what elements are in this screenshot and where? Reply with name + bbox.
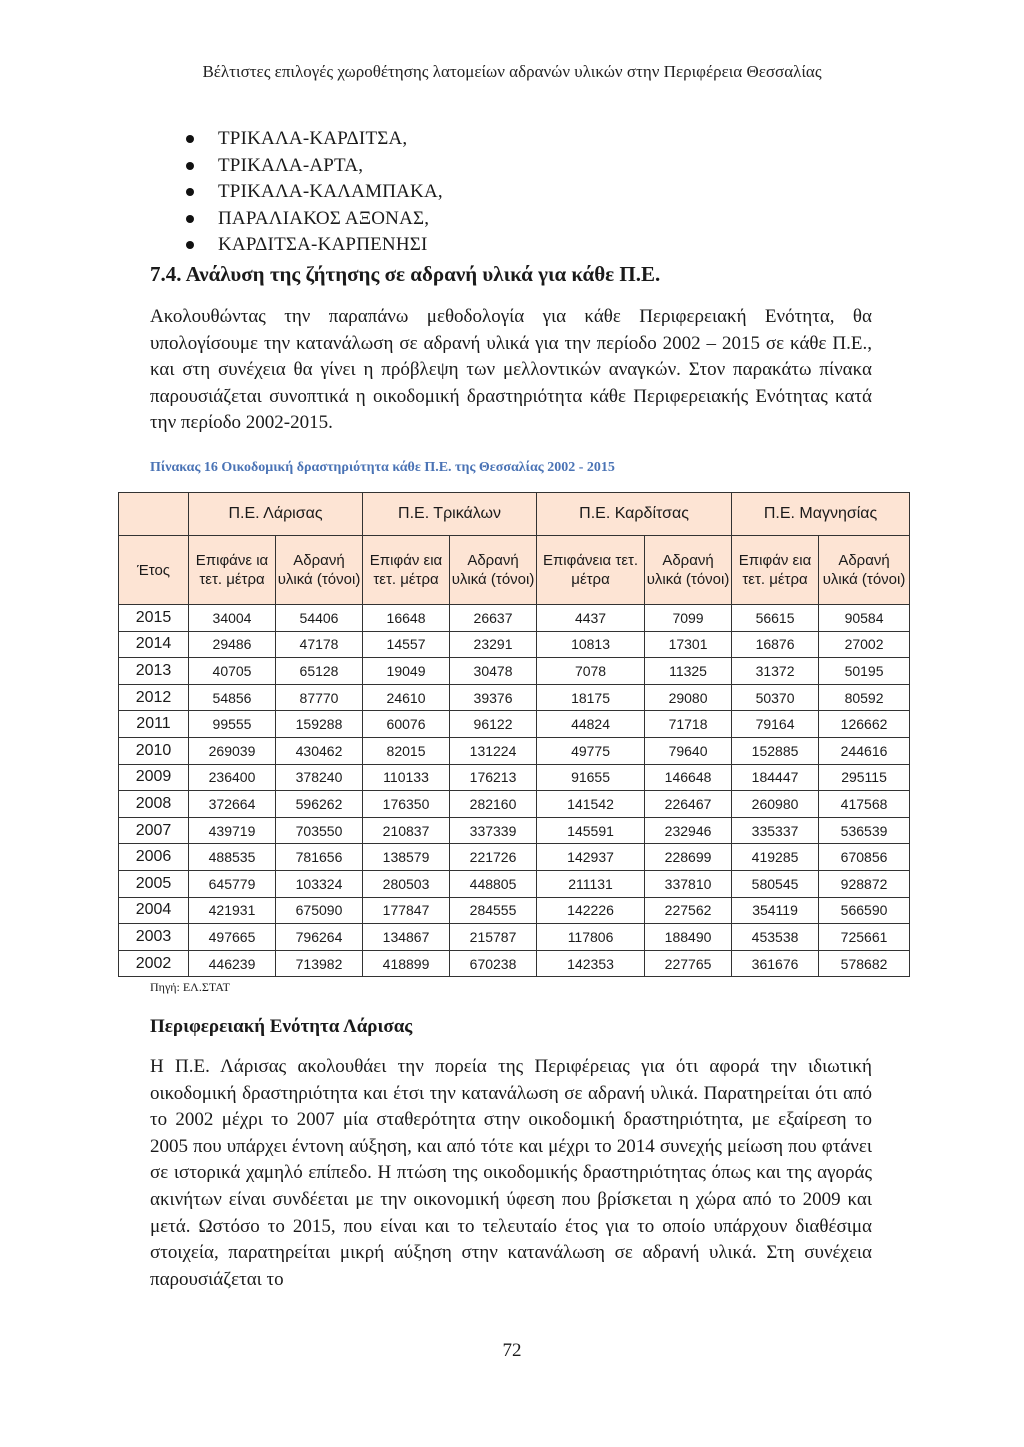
table-cell: 131224 bbox=[450, 737, 537, 764]
year-cell: 2014 bbox=[119, 631, 189, 658]
year-cell: 2007 bbox=[119, 817, 189, 844]
table-cell: 54406 bbox=[276, 605, 363, 632]
list-item-text: ΤΡΙΚΑΛΑ-ΚΑΡΔΙΤΣΑ, bbox=[218, 128, 408, 149]
table-cell: 142353 bbox=[537, 950, 645, 977]
table-body bbox=[119, 605, 910, 977]
list-item-text: ΠΑΡΑΛΙΑΚΟΣ ΑΞΟΝΑΣ, bbox=[218, 207, 430, 229]
table-cell: 176213 bbox=[450, 764, 537, 791]
table-cell: 244616 bbox=[819, 737, 910, 764]
year-cell: 2008 bbox=[119, 791, 189, 818]
table-cell: 188490 bbox=[645, 924, 732, 951]
table-cell: 10813 bbox=[537, 631, 645, 658]
table-cell: 260980 bbox=[732, 791, 819, 818]
table-cell: 134867 bbox=[363, 924, 450, 951]
table-cell: 146648 bbox=[645, 764, 732, 791]
list-item bbox=[186, 232, 443, 259]
table-cell: 79640 bbox=[645, 737, 732, 764]
table-cell: 145591 bbox=[537, 817, 645, 844]
table-cell: 269039 bbox=[189, 737, 276, 764]
table-cell: 103324 bbox=[276, 870, 363, 897]
table-cell: 82015 bbox=[363, 737, 450, 764]
table-row bbox=[119, 711, 910, 738]
table-cell: 99555 bbox=[189, 711, 276, 738]
table-cell: 713982 bbox=[276, 950, 363, 977]
table-cell: 421931 bbox=[189, 897, 276, 924]
table-cell: 228699 bbox=[645, 844, 732, 871]
table-cell: 796264 bbox=[276, 924, 363, 951]
year-cell: 2004 bbox=[119, 897, 189, 924]
table-row bbox=[119, 924, 910, 951]
table-cell: 65128 bbox=[276, 658, 363, 685]
table-cell: 566590 bbox=[819, 897, 910, 924]
table-cell: 453538 bbox=[732, 924, 819, 951]
table-cell: 50195 bbox=[819, 658, 910, 685]
table-cell: 236400 bbox=[189, 764, 276, 791]
column-header: Επιφάν εια τετ. μέτρα bbox=[732, 536, 819, 605]
table-cell: 378240 bbox=[276, 764, 363, 791]
table-cell: 177847 bbox=[363, 897, 450, 924]
table-cell: 110133 bbox=[363, 764, 450, 791]
table-cell: 54856 bbox=[189, 684, 276, 711]
table-cell: 232946 bbox=[645, 817, 732, 844]
table-cell: 439719 bbox=[189, 817, 276, 844]
table-row bbox=[119, 791, 910, 818]
year-cell: 2003 bbox=[119, 924, 189, 951]
year-cell: 2012 bbox=[119, 684, 189, 711]
table-cell: 71718 bbox=[645, 711, 732, 738]
table-cell: 126662 bbox=[819, 711, 910, 738]
table-cell: 580545 bbox=[732, 870, 819, 897]
bullet-dot-icon bbox=[186, 162, 194, 170]
table-cell: 60076 bbox=[363, 711, 450, 738]
page-number: 72 bbox=[502, 1340, 522, 1361]
table-cell: 142937 bbox=[537, 844, 645, 871]
list-item bbox=[186, 126, 443, 153]
table-cell: 50370 bbox=[732, 684, 819, 711]
table-cell: 152885 bbox=[732, 737, 819, 764]
table-cell: 40705 bbox=[189, 658, 276, 685]
header-empty-cell bbox=[119, 493, 189, 536]
table-cell: 419285 bbox=[732, 844, 819, 871]
table-cell: 34004 bbox=[189, 605, 276, 632]
table-cell: 227562 bbox=[645, 897, 732, 924]
table-cell: 7099 bbox=[645, 605, 732, 632]
table-cell: 7078 bbox=[537, 658, 645, 685]
table-cell: 211131 bbox=[537, 870, 645, 897]
table-cell: 26637 bbox=[450, 605, 537, 632]
table-cell: 645779 bbox=[189, 870, 276, 897]
table-cell: 44824 bbox=[537, 711, 645, 738]
table-cell: 80592 bbox=[819, 684, 910, 711]
table-cell: 670238 bbox=[450, 950, 537, 977]
table-row bbox=[119, 658, 910, 685]
column-header: Αδρανή υλικά (τόνοι) bbox=[276, 536, 363, 605]
table-cell: 446239 bbox=[189, 950, 276, 977]
table-subheader-row bbox=[119, 536, 910, 605]
column-header: Αδρανή υλικά (τόνοι) bbox=[450, 536, 537, 605]
table-cell: 141542 bbox=[537, 791, 645, 818]
table-cell: 16648 bbox=[363, 605, 450, 632]
table-cell: 87770 bbox=[276, 684, 363, 711]
table-cell: 372664 bbox=[189, 791, 276, 818]
table-cell: 430462 bbox=[276, 737, 363, 764]
table-cell: 79164 bbox=[732, 711, 819, 738]
table-cell: 17301 bbox=[645, 631, 732, 658]
larisa-paragraph: Η Π.Ε. Λάρισας ακολουθάει την πορεία της Περιφέρειας για ότι αφορά την ιδιωτική οικοδομική δραστηριότητα και έτσι την κατανάλωση σε αδρανή υλικά. Παρατηρείται ότι από το 2002 μέχρι το 2007 μία σταθερότητα στην οικοδομική δραστηριότητα, με εξαίρεση το 2005 που υπάρχει έντονη αύξηση, και από τότε και μέχρι το 2014 συνεχής μείωση που φτάνει σε ιστορικά χαμηλό επίπεδο. Η πτώση της οικοδομικής δραστηριότητας όπως και της αγοράς ακινήτων είναι συνδέεται με την οικονομική ύφεση που βρίσκεται η χώρα από το 2009 και μετά. Ωστόσο το 2015, που είναι και το τελευταίο έτος για το οποίο υπάρχουν διαθέσιμα στοιχεία, παρατηρείται μικρή αύξηση στην κατανάλωση σε αδρανή υλικά. Στη συνέχεια παρουσιάζεται το bbox=[150, 1056, 872, 1290]
table-row bbox=[119, 950, 910, 977]
table-cell: 30478 bbox=[450, 658, 537, 685]
table-cell: 670856 bbox=[819, 844, 910, 871]
list-item bbox=[186, 179, 443, 206]
table-cell: 176350 bbox=[363, 791, 450, 818]
table-cell: 337810 bbox=[645, 870, 732, 897]
table-cell: 56615 bbox=[732, 605, 819, 632]
table-cell: 928872 bbox=[819, 870, 910, 897]
table-cell: 142226 bbox=[537, 897, 645, 924]
table-row bbox=[119, 897, 910, 924]
route-bullet-list bbox=[186, 126, 443, 259]
column-header: Επιφάνε ια τετ. μέτρα bbox=[189, 536, 276, 605]
table-cell: 703550 bbox=[276, 817, 363, 844]
year-cell: 2015 bbox=[119, 605, 189, 632]
table-row bbox=[119, 631, 910, 658]
column-header: Επιφάνεια τετ. μέτρα bbox=[537, 536, 645, 605]
table-cell: 29486 bbox=[189, 631, 276, 658]
table-cell: 497665 bbox=[189, 924, 276, 951]
table-cell: 578682 bbox=[819, 950, 910, 977]
year-cell: 2009 bbox=[119, 764, 189, 791]
table-cell: 90584 bbox=[819, 605, 910, 632]
table-cell: 96122 bbox=[450, 711, 537, 738]
table-cell: 16876 bbox=[732, 631, 819, 658]
column-header: Επιφάν εια τετ. μέτρα bbox=[363, 536, 450, 605]
year-cell: 2011 bbox=[119, 711, 189, 738]
table-caption: Πίνακας 16 Οικοδομική δραστηριότητα κάθε Π.Ε. της Θεσσαλίας 2002 - 2015 bbox=[150, 460, 615, 475]
table-cell: 14557 bbox=[363, 631, 450, 658]
table-row bbox=[119, 605, 910, 632]
construction-activity-table bbox=[118, 492, 910, 977]
table-cell: 675090 bbox=[276, 897, 363, 924]
table-cell: 361676 bbox=[732, 950, 819, 977]
bullet-dot-icon bbox=[186, 135, 194, 143]
table-cell: 91655 bbox=[537, 764, 645, 791]
bullet-dot-icon bbox=[186, 215, 194, 223]
table-row bbox=[119, 684, 910, 711]
column-header: Αδρανή υλικά (τόνοι) bbox=[645, 536, 732, 605]
subsection-heading: Περιφερειακή Ενότητα Λάρισας bbox=[150, 1016, 413, 1037]
region-header: Π.Ε. Μαγνησίας bbox=[732, 493, 910, 536]
table-cell: 282160 bbox=[450, 791, 537, 818]
table-cell: 138579 bbox=[363, 844, 450, 871]
table-cell: 47178 bbox=[276, 631, 363, 658]
list-item bbox=[186, 206, 443, 233]
table-source-note: Πηγή: ΕΛ.ΣΤΑΤ bbox=[150, 980, 230, 994]
table-cell: 227765 bbox=[645, 950, 732, 977]
running-header: Βέλτιστες επιλογές χωροθέτησης λατομείων αδρανών υλικών στην Περιφέρεια Θεσσαλίας bbox=[202, 62, 822, 81]
table-cell: 226467 bbox=[645, 791, 732, 818]
list-item-text: ΤΡΙΚΑΛΑ-ΚΑΛΑΜΠΑΚΑ, bbox=[218, 181, 443, 202]
table-row bbox=[119, 737, 910, 764]
bullet-dot-icon bbox=[186, 188, 194, 196]
table-cell: 24610 bbox=[363, 684, 450, 711]
table-cell: 448805 bbox=[450, 870, 537, 897]
table-row bbox=[119, 764, 910, 791]
table-cell: 417568 bbox=[819, 791, 910, 818]
table-cell: 725661 bbox=[819, 924, 910, 951]
table-cell: 159288 bbox=[276, 711, 363, 738]
table-cell: 596262 bbox=[276, 791, 363, 818]
list-item-text: ΚΑΡΔΙΤΣΑ-ΚΑΡΠΕΝΗΣΙ bbox=[218, 234, 428, 255]
table-cell: 295115 bbox=[819, 764, 910, 791]
table-cell: 184447 bbox=[732, 764, 819, 791]
table-cell: 117806 bbox=[537, 924, 645, 951]
year-cell: 2006 bbox=[119, 844, 189, 871]
table-row bbox=[119, 870, 910, 897]
column-header: Αδρανή υλικά (τόνοι) bbox=[819, 536, 910, 605]
year-cell: 2005 bbox=[119, 870, 189, 897]
table-cell: 221726 bbox=[450, 844, 537, 871]
table-cell: 49775 bbox=[537, 737, 645, 764]
table-cell: 11325 bbox=[645, 658, 732, 685]
table-cell: 23291 bbox=[450, 631, 537, 658]
table-cell: 19049 bbox=[363, 658, 450, 685]
table-cell: 781656 bbox=[276, 844, 363, 871]
table-cell: 4437 bbox=[537, 605, 645, 632]
list-item-text: ΤΡΙΚΑΛΑ-ΑΡΤΑ, bbox=[218, 154, 364, 176]
region-header: Π.Ε. Καρδίτσας bbox=[537, 493, 732, 536]
table-cell: 31372 bbox=[732, 658, 819, 685]
region-header: Π.Ε. Λάρισας bbox=[189, 493, 363, 536]
year-column-header: Έτος bbox=[119, 536, 189, 605]
table-cell: 215787 bbox=[450, 924, 537, 951]
intro-paragraph: Ακολουθώντας την παραπάνω μεθοδολογία για κάθε Περιφερειακή Ενότητα, θα υπολογίσουμε την κατανάλωση σε αδρανή υλικά για την περίοδο 2002 – 2015 σε κάθε Π.Ε., και στη συνέχεια θα γίνει η πρόβλεψη των μελλοντικών αναγκών. Στον παρακάτω πίνακα παρουσιάζεται συνοπτικά η οικοδομική δραστηριότητα κάθε Περιφερειακής Ενότητας κατά την περίοδο 2002-2015. bbox=[150, 306, 872, 434]
table-cell: 280503 bbox=[363, 870, 450, 897]
year-cell: 2013 bbox=[119, 658, 189, 685]
table-region-header-row bbox=[119, 493, 910, 536]
bullet-dot-icon bbox=[186, 241, 194, 249]
table-row bbox=[119, 844, 910, 871]
year-cell: 2010 bbox=[119, 737, 189, 764]
table-row bbox=[119, 817, 910, 844]
table-cell: 354119 bbox=[732, 897, 819, 924]
section-heading: 7.4. Ανάλυση της ζήτησης σε αδρανή υλικά για κάθε Π.Ε. bbox=[150, 262, 661, 286]
table-cell: 335337 bbox=[732, 817, 819, 844]
table-cell: 39376 bbox=[450, 684, 537, 711]
year-cell: 2002 bbox=[119, 950, 189, 977]
table-cell: 29080 bbox=[645, 684, 732, 711]
table-cell: 488535 bbox=[189, 844, 276, 871]
list-item bbox=[186, 153, 443, 180]
region-header: Π.Ε. Τρικάλων bbox=[363, 493, 537, 536]
table-cell: 210837 bbox=[363, 817, 450, 844]
table-cell: 27002 bbox=[819, 631, 910, 658]
table-cell: 536539 bbox=[819, 817, 910, 844]
table-cell: 18175 bbox=[537, 684, 645, 711]
table-cell: 284555 bbox=[450, 897, 537, 924]
table-cell: 337339 bbox=[450, 817, 537, 844]
table-cell: 418899 bbox=[363, 950, 450, 977]
